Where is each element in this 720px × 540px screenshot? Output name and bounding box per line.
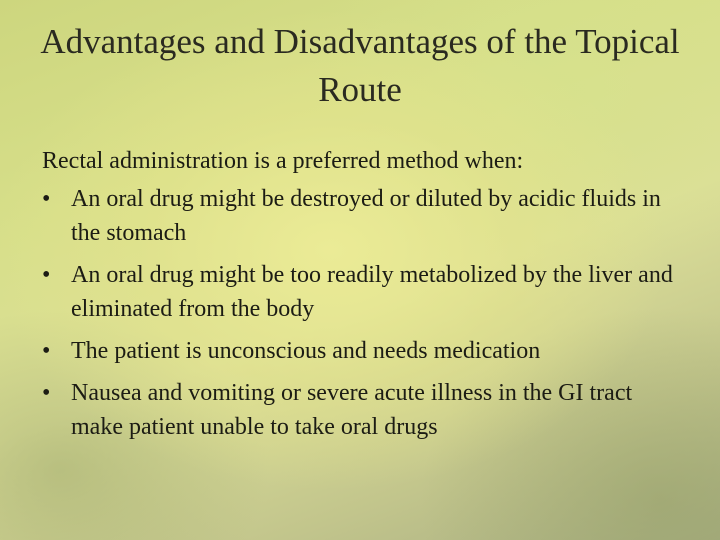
- list-item: [42, 182, 682, 250]
- list-item-text: An oral drug might be destroyed or diluted by acidic fluids in the stomach: [71, 186, 661, 246]
- list-item-text: Nausea and vomiting or severe acute illness in the GI tract make patient unable to take oral drugs: [71, 380, 633, 440]
- list-item-text: The patient is unconscious and needs medication: [71, 338, 541, 364]
- slide-title: Advantages and Disadvantages of the Topical Route: [40, 22, 680, 109]
- bullet-list: [42, 182, 682, 452]
- bullet-icon: •: [42, 380, 51, 406]
- bullet-icon: •: [42, 262, 51, 288]
- bullet-icon: •: [42, 186, 51, 212]
- intro-text: Rectal administration is a preferred method when:: [42, 148, 524, 174]
- list-item: [42, 334, 682, 368]
- list-item: [42, 258, 682, 326]
- bullet-icon: •: [42, 338, 51, 364]
- list-item-text: An oral drug might be too readily metabolized by the liver and eliminated from the body: [71, 262, 673, 322]
- list-item: [42, 376, 682, 444]
